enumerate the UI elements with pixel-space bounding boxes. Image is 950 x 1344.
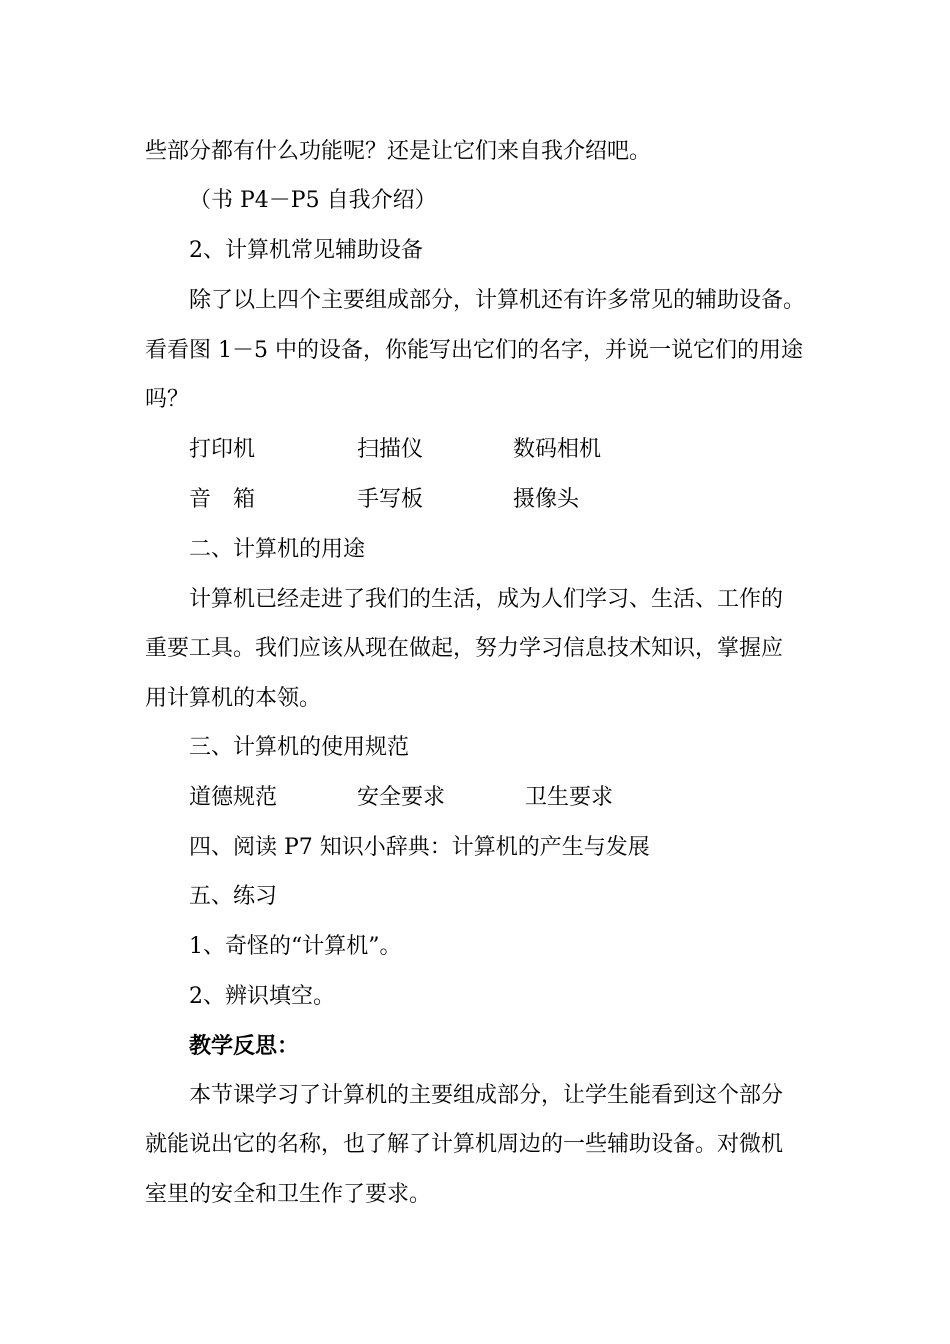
norm-item-safety: 安全要求 <box>357 785 446 810</box>
norm-item-ethics: 道德规范 <box>189 785 278 810</box>
device-digital-camera: 数码相机 <box>513 437 602 462</box>
device-webcam: 摄像头 <box>513 487 580 512</box>
section-heading: 四、阅读 P7 知识小辞典：计算机的产生与发展 <box>189 835 650 860</box>
paragraph-line: 重要工具。我们应该从现在做起，努力学习信息技术知识，掌握应 <box>145 636 784 661</box>
subheading: 2、计算机常见辅助设备 <box>189 238 423 263</box>
section-heading: 三、计算机的使用规范 <box>189 735 410 760</box>
paragraph-line: 些部分都有什么功能呢？还是让它们来自我介绍吧。 <box>145 139 652 164</box>
device-speakers: 音 箱 <box>189 487 256 512</box>
reflection-heading: 教学反思： <box>189 1033 300 1059</box>
paragraph-line: 用计算机的本领。 <box>145 686 322 711</box>
device-scanner: 扫描仪 <box>357 437 424 462</box>
paragraph-line: 计算机已经走进了我们的生活，成为人们学习、生活、工作的 <box>189 587 784 612</box>
exercise-item: 1、奇怪的“计算机”。 <box>189 934 402 959</box>
paragraph-line: 本节课学习了计算机的主要组成部分，让学生能看到这个部分 <box>189 1083 784 1108</box>
norm-item-hygiene: 卫生要求 <box>525 785 614 810</box>
paragraph-line: 室里的安全和卫生作了要求。 <box>145 1182 432 1207</box>
device-writing-pad: 手写板 <box>357 487 424 512</box>
paragraph-line: 看看图 1－5 中的设备，你能写出它们的名字，并说一说它们的用途 <box>145 338 803 363</box>
paragraph-line: 除了以上四个主要组成部分，计算机还有许多常见的辅助设备。 <box>189 288 806 313</box>
paragraph-line: 吗？ <box>145 387 190 412</box>
device-printer: 打印机 <box>189 437 256 462</box>
paragraph-line: （书 P4－P5 自我介绍） <box>189 188 437 213</box>
exercise-item: 2、辨识填空。 <box>189 984 335 1009</box>
section-heading: 五、练习 <box>189 884 278 909</box>
paragraph-line: 就能说出它的名称，也了解了计算机周边的一些辅助设备。对微机 <box>145 1132 784 1157</box>
section-heading: 二、计算机的用途 <box>189 537 366 562</box>
